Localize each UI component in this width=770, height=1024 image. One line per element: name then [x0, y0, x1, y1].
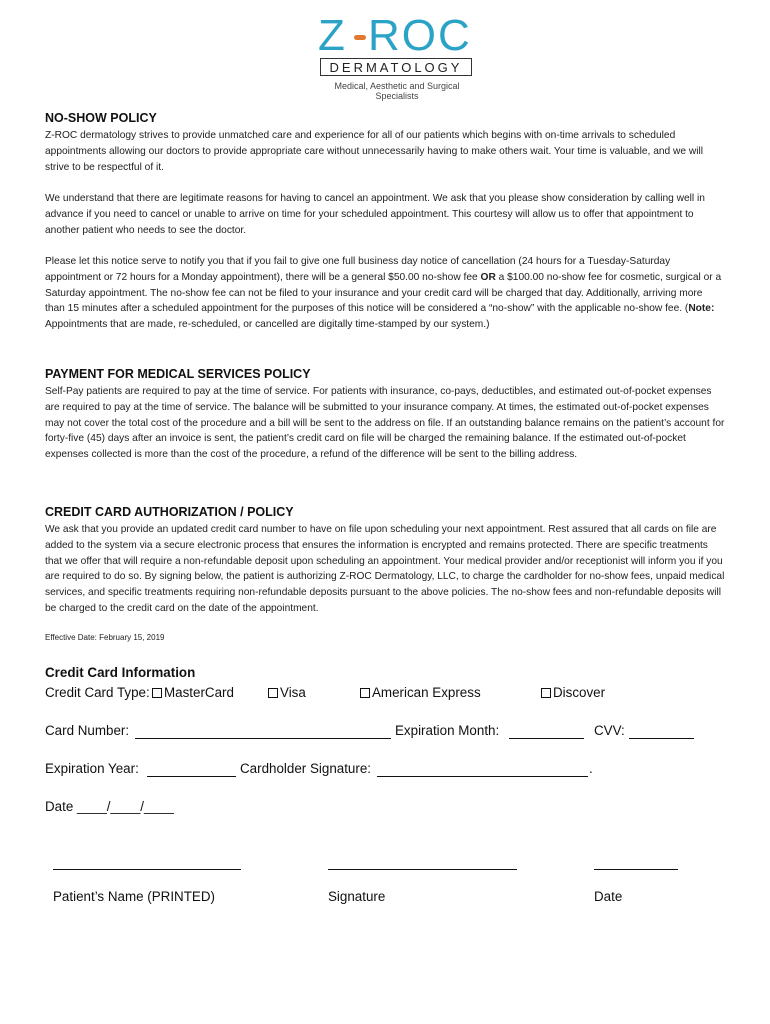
card-number-label: Card Number:: [45, 723, 130, 738]
payment-title: PAYMENT FOR MEDICAL SERVICES POLICY: [45, 367, 311, 381]
option-discover[interactable]: Discover: [541, 685, 605, 700]
cc-info-title: Credit Card Information: [45, 665, 196, 680]
exp-year-label: Expiration Year:: [45, 761, 139, 776]
checkbox-discover[interactable]: [541, 688, 551, 698]
logo-z: Z: [318, 11, 346, 60]
checkbox-amex[interactable]: [360, 688, 370, 698]
date-field[interactable]: Date ____/____/____: [45, 799, 174, 814]
zroc-logo: [316, 11, 478, 102]
card-number-field[interactable]: [135, 738, 391, 739]
date-label: Date: [594, 889, 623, 904]
logo-tagline: Medical, Aesthetic and Surgical Specialists: [334, 81, 460, 101]
exp-year-field[interactable]: [147, 776, 236, 777]
signature-line[interactable]: [328, 869, 517, 870]
cardholder-signature-period: .: [589, 761, 593, 776]
cvv-label: CVV:: [594, 723, 625, 738]
cvv-field[interactable]: [629, 738, 694, 739]
credit-title: CREDIT CARD AUTHORIZATION / POLICY: [45, 505, 294, 519]
patient-name-line[interactable]: [53, 869, 241, 870]
logo-dermatology: DERMATOLOGY: [320, 58, 472, 76]
logo-roc: ROC: [368, 11, 472, 60]
credit-paragraph: We ask that you provide an updated credit card number to have on file upon scheduling your next appointment. Rest assured that all cards on file are added to the system via a secure electronic process that ensures the information is encrypted and remains protected. There are specific treatments that we offer that will require a non-refundable deposit upon scheduling an appointment. Your medical provider and/or receptionist will inform you if you are required to do so. By signing below, the patient is authorizing Z-ROC Dermatology, LLC, to charge the cardholder for no-show fees, unpaid medical services, and specific treatments requiring non-refundable deposits pursuant to the above policies. The no-show fees and non-refundable deposits will be charged to the credit card on the date of the appointment.: [45, 524, 725, 614]
cardholder-signature-field[interactable]: [377, 776, 588, 777]
exp-month-label: Expiration Month:: [395, 723, 500, 738]
option-amex[interactable]: American Express: [360, 685, 481, 700]
option-visa[interactable]: Visa: [268, 685, 306, 700]
date-line[interactable]: [594, 869, 678, 870]
checkbox-visa[interactable]: [268, 688, 278, 698]
effective-date: Effective Date: February 15, 2019: [45, 633, 165, 642]
noshow-paragraph-3: Please let this notice serve to notify you that if you fail to give one full business day notice of cancellation (24 hours for a Tuesday-Saturday appointment or 72 hours for a Monday appointment), there will be a general $50.00 no-show fee OR a $100.00 no-show fee for cosmetic, surgical or a Saturday appointment. The no-show fee can not be filed to your insurance and your credit card will be charged that day. Additionally, arriving more than 15 minutes after a scheduled appointment for the purposes of this notice will be considered a “no-show” with the applicable no-show fee. (Note: Appointments that are made, re-scheduled, or cancelled are digitally time-stamped by our system.): [45, 256, 722, 331]
cardholder-signature-label: Cardholder Signature:: [240, 761, 372, 776]
exp-month-field[interactable]: [509, 738, 584, 739]
logo-dash-mark: [354, 35, 366, 40]
noshow-title: NO-SHOW POLICY: [45, 111, 157, 125]
payment-paragraph: Self-Pay patients are required to pay at the time of service. For patients with insurance, co-pays, deductibles, and estimated out-of-pocket expenses are required to pay at the time of service. The balance will be submitted to your insurance company. At times, the estimated out-of-pocket expenses may not cover the total cost of the procedure and a bill will be sent to the address on file. If an outstanding balance remains on the patient’s account for forty-five (45) days after an invoice is sent, the patient’s credit card on file will be charged the remaining balance. If the estimated out-of-pocket expenses collected is more than the cost of the procedure, a refund of the difference will be sent to the billing address.: [45, 386, 725, 461]
noshow-paragraph-2: We understand that there are legitimate reasons for having to cancel an appointment. We ask that you please show consideration by calling well in advance if you need to cancel or unable to arrive on time for your scheduled appointment. This courtesy will allow us to offer that appointment to another patient who needs to see the doctor.: [45, 193, 705, 236]
signature-label: Signature: [328, 889, 386, 904]
option-mastercard[interactable]: MasterCard: [152, 685, 234, 700]
patient-name-label: Patient’s Name (PRINTED): [53, 889, 215, 904]
checkbox-mastercard[interactable]: [152, 688, 162, 698]
card-type-label: Credit Card Type:: [45, 685, 150, 700]
noshow-paragraph-1: Z-ROC dermatology strives to provide unmatched care and experience for all of our patients which begins with on-time arrivals to scheduled appointments allowing our doctors to provide appropriate care without unnecessarily having to make others wait. Your time is valuable, and we will strive to be respectful of it.: [45, 130, 704, 173]
